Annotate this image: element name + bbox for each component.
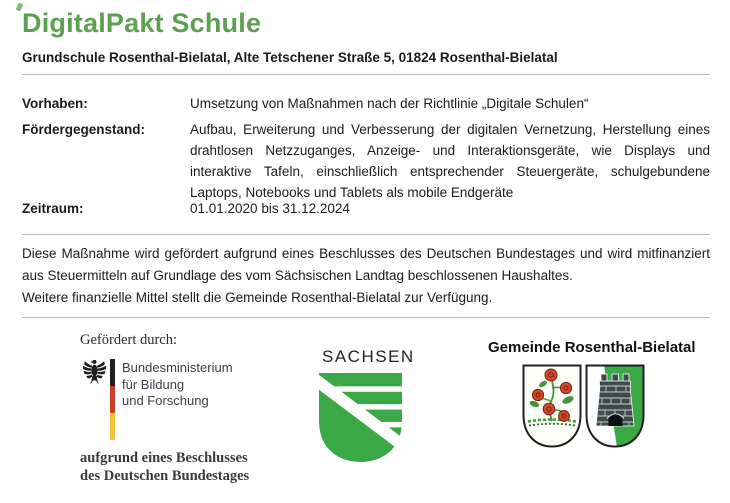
detail-value-zeitraum: 01.01.2020 bis 31.12.2024 <box>190 201 350 216</box>
divider-top <box>22 74 710 75</box>
bmbf-note-line: aufgrund eines Beschlusses <box>80 450 248 466</box>
rosenthal-rose-shield-icon <box>522 364 582 448</box>
gemeinde-heading: Gemeinde Rosenthal-Bielatal <box>488 339 696 356</box>
bmbf-wordmark-line: Bundesministerium <box>122 360 233 375</box>
page-title: DigitalPakt Schule <box>22 8 262 38</box>
bmbf-bundestag-note <box>80 450 249 485</box>
detail-label-foerdergegenstand: Fördergegenstand: <box>22 122 146 137</box>
divider-middle <box>22 234 710 235</box>
detail-row-zeitraum <box>22 198 710 219</box>
detail-label-vorhaben: Vorhaben: <box>22 96 88 111</box>
detail-row-foerdergegenstand <box>22 119 710 203</box>
gemeinde-coats-of-arms <box>522 364 645 448</box>
bmbf-wordmark-line: für Bildung <box>122 376 185 392</box>
bmbf-note-line: des Deutschen Bundestages <box>80 467 250 484</box>
funding-paragraph: Diese Maßnahme wird gefördert aufgrund eines Beschlusses des Deutschen Bundestages und wird mitfinanziert aus Steuermitteln auf Grundlage des vom Sächsischen Landtag beschlossenen Haushaltes. <box>22 246 710 283</box>
detail-row-vorhaben <box>22 93 710 114</box>
sachsen-wordmark: SACHSEN <box>322 347 415 366</box>
sachsen-coat-of-arms-icon <box>318 372 403 463</box>
flag-gold-segment <box>110 413 115 440</box>
flag-black-segment <box>110 359 115 386</box>
school-address-line: Grundschule Rosenthal-Bielatal, Alte Tetschener Straße 5, 01824 Rosenthal-Bielatal <box>22 50 558 65</box>
municipal-funding-paragraph: Weitere finanzielle Mittel stellt die Gemeinde Rosenthal-Bielatal zur Verfügung. <box>22 290 493 305</box>
bielatal-tower-shield-icon <box>585 364 645 448</box>
detail-label-zeitraum: Zeitraum: <box>22 201 84 216</box>
german-flag-bar-icon <box>110 359 115 440</box>
detail-value-foerdergegenstand: Aufbau, Erweiterung und Verbesserung der digitalen Vernetzung, Herstellung eines drahtlosen Netzzuganges, Anzeige- und Interaktionsgeräte, wie Displays und interaktive Tafeln, einschließlich entsprechender Steuergeräte, schulgebundene Laptops, Notebooks und Tablets als mobile Endgeräte <box>190 122 710 200</box>
detail-value-vorhaben: Umsetzung von Maßnahmen nach der Richtlinie „Digitale Schulen“ <box>190 96 589 111</box>
bmbf-wordmark-line: und Forschung <box>122 393 209 408</box>
flag-red-segment <box>110 386 115 413</box>
funded-by-label: Gefördert durch: <box>80 332 178 348</box>
divider-bottom <box>22 317 710 318</box>
bmbf-wordmark <box>122 360 233 410</box>
bundesadler-eagle-icon <box>82 358 107 385</box>
